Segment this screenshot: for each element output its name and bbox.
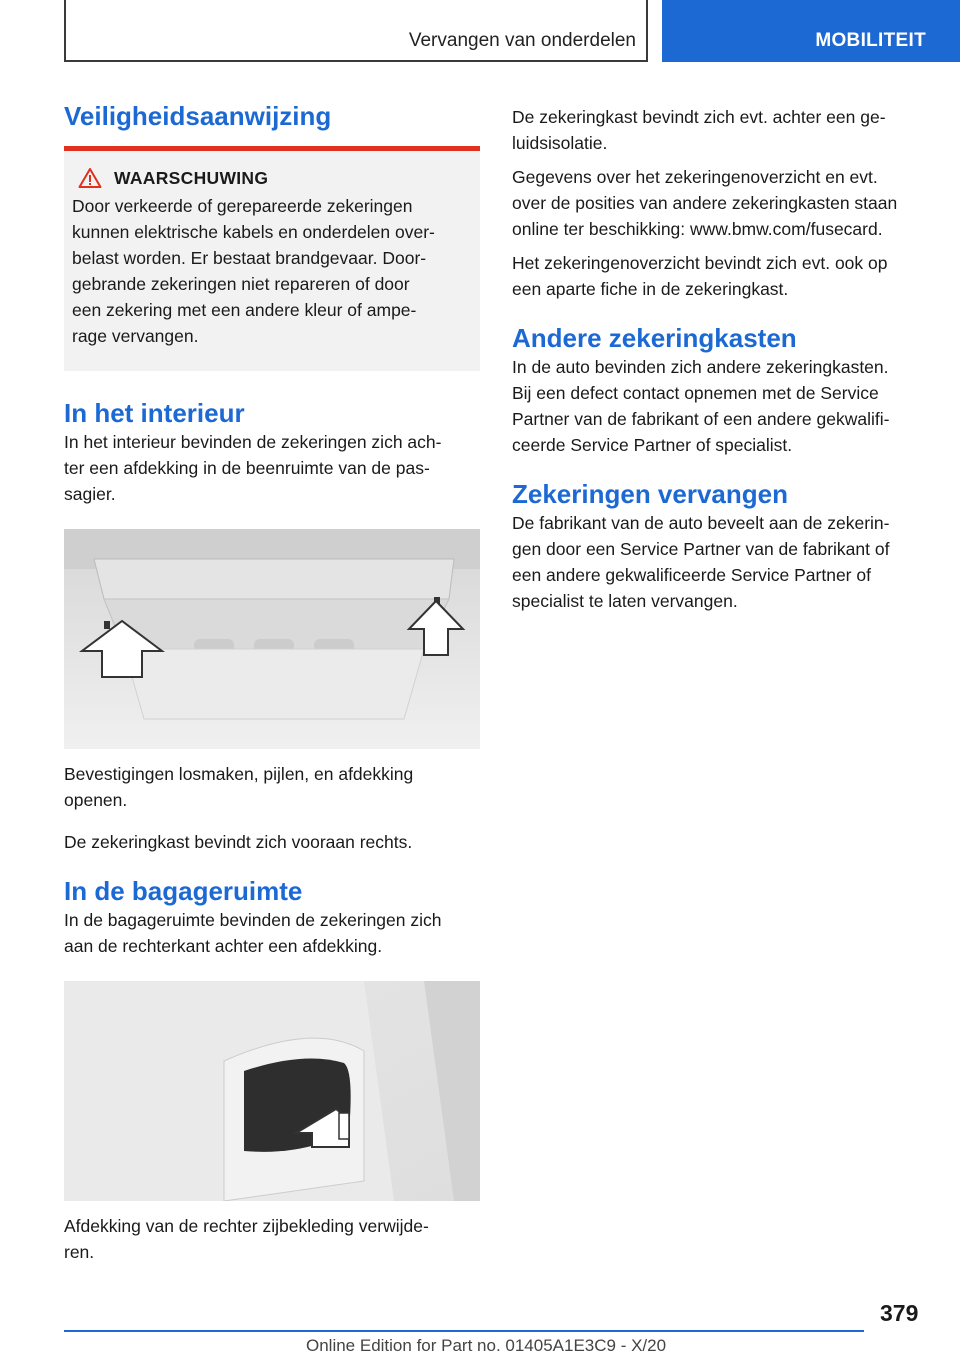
luggage-text: In de bagageruimte bevinden de zekeringen zich aan de rechterkant achter een afdekking. <box>64 910 442 956</box>
footer-rule <box>64 1330 864 1332</box>
other-fuseboxes-text: In de auto bevinden zich andere zekeringkasten. Bij een defect contact opnemen met de Service Partner van de fabrikant of een andere gekwalifi- ceerde Service Partner of specialist. <box>512 357 890 455</box>
interior-text: In het interieur bevinden de zekeringen zich ach- ter een afdekking in de beenruimte van de pas- sagier. <box>64 432 442 504</box>
safety-heading: Veiligheidsaanwijzing <box>64 101 332 131</box>
left-column <box>64 100 480 1265</box>
section-title: MOBILITEIT <box>815 30 926 51</box>
header-chapter-box <box>64 0 648 62</box>
warning-text: Door verkeerde of gerepareerde zekeringen kunnen elektrische kabels en onderdelen over- belast worden. Er bestaat brandgevaar. Door- gebrande zekeringen niet repareren of door een zekering met een andere kleur of ampe- rage vervangen. <box>72 196 435 346</box>
luggage-trim-photo <box>64 981 480 1201</box>
intro-paragraph-2: Gegevens over het zekeringenoverzicht en evt. over de posities van andere zekeringkasten staan online ter beschikking: www.bmw.com/fusecard. <box>512 167 898 239</box>
interior-caption: Bevestigingen losmaken, pijlen, en afdekking openen. <box>64 764 414 810</box>
footer-edition: Online Edition for Part no. 01405A1E3C9 - X/20 <box>306 1336 667 1355</box>
luggage-caption: Afdekking van de rechter zijbekleding verwijde- ren. <box>64 1216 429 1262</box>
interior-heading: In het interieur <box>64 398 245 428</box>
chapter-title: Vervangen van onderdelen <box>408 30 636 51</box>
luggage-heading: In de bagageruimte <box>64 876 303 906</box>
interior-footwell-photo <box>64 529 480 749</box>
other-fuseboxes-heading: Andere zekeringkasten <box>512 323 797 353</box>
intro-paragraph-3: Het zekeringenoverzicht bevindt zich evt. ook op een aparte fiche in de zekeringkast. <box>512 253 888 299</box>
interior-note: De zekeringkast bevindt zich vooraan rechts. <box>64 832 413 852</box>
page-number: 379 <box>880 1300 919 1326</box>
warning-triangle-icon <box>78 167 102 189</box>
intro-paragraph-1: De zekeringkast bevindt zich evt. achter een ge- luidsisolatie. <box>512 107 886 153</box>
header-section-tab[interactable] <box>662 0 960 62</box>
warning-box <box>64 151 480 371</box>
warning-title: WAARSCHUWING <box>114 167 269 188</box>
right-column <box>512 104 928 614</box>
replace-fuses-heading: Zekeringen vervangen <box>512 479 788 509</box>
replace-fuses-text: De fabrikant van de auto beveelt aan de zekerin- gen door een Service Partner van de fabrikant of een andere gekwalificeerde Service Partner of specialist te laten vervangen. <box>512 513 890 611</box>
